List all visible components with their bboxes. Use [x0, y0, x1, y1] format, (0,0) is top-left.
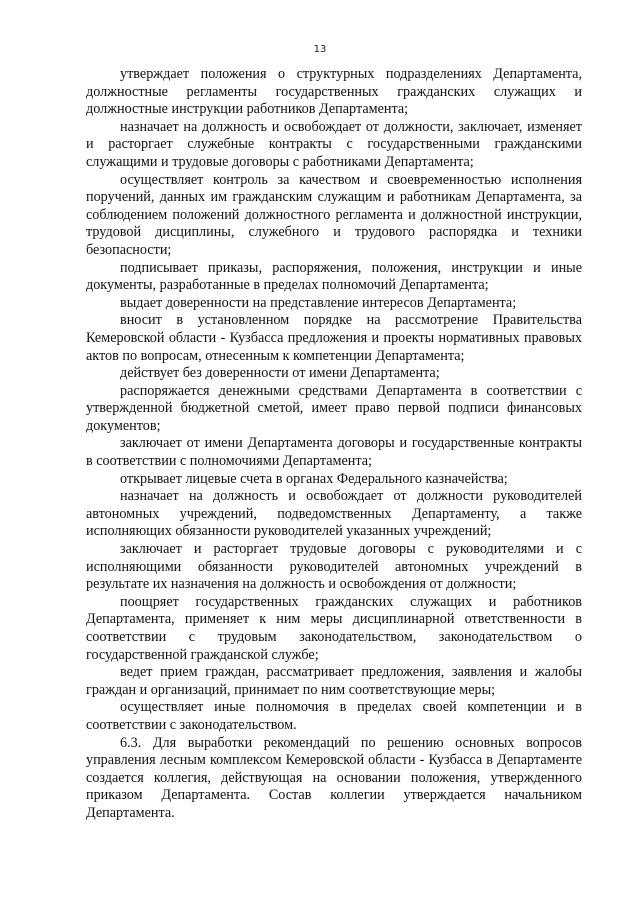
paragraph: заключает от имени Департамента договоры и государственные контракты в соответствии с полномочиями Департамента; [86, 435, 582, 470]
paragraph: назначает на должность и освобождает от должности, заключает, изменяет и расторгает служебные контракты с государственными гражданскими служащими и трудовые договоры с работниками Департамента; [86, 118, 582, 170]
paragraph: действует без доверенности от имени Департамента; [120, 365, 440, 382]
section-paragraph: 6.3. Для выработки рекомендаций по решению основных вопросов управления лесным комплексом Кемеровской области - Кузбасса в Департаменте создается коллегия, действующая на основании положения, утвержденного приказом Департамента. Состав коллегии утверждается начальником Департамента. [86, 734, 582, 821]
paragraph: утверждает положения о структурных подразделениях Департамента, должностные регламенты государственных гражданских служащих и должностные инструкции работников Департамента; [86, 66, 582, 118]
paragraph: назначает на должность и освобождает от должности руководителей автономных учреждений, подведомственных Департаменту, а также исполняющих обязанности руководителей указанных учреждений; [86, 488, 582, 540]
paragraph: осуществляет иные полномочия в пределах своей компетенции и в соответствии с законодательством. [86, 699, 582, 733]
paragraph: подписывает приказы, распоряжения, положения, инструкции и иные документы, разработанные в пределах полномочий Департамента; [86, 259, 582, 294]
paragraph: поощряет государственных гражданских служащих и работников Департамента, применяет к ним меры дисциплинарной ответственности в соответствии с трудовым законодательством, законодательством о государственной гражданской службе; [86, 593, 582, 663]
paragraph: заключает и расторгает трудовые договоры с руководителями и с исполняющими обязанности руководителей автономных учреждений в результате их назначения на должность и освобождения от должности; [86, 541, 582, 593]
paragraph: распоряжается денежными средствами Департамента в соответствии с утвержденной бюджетной сметой, имеет право первой подписи финансовых документов; [86, 382, 582, 434]
page-number: 13 [313, 44, 327, 55]
paragraph: осуществляет контроль за качеством и своевременностью исполнения поручений, данных им гражданским служащим и работникам Департамента, за соблюдением положений должностного регламента и должностной инструкции, трудовой дисциплины, служебного и трудового распорядка и техники безопасности; [86, 171, 582, 258]
paragraph: выдает доверенности на представление интересов Департамента; [120, 294, 517, 311]
paragraph: ведет прием граждан, рассматривает предложения, заявления и жалобы граждан и организаций, принимает по ним соответствующие меры; [86, 664, 582, 698]
paragraph: вносит в установленном порядке на рассмотрение Правительства Кемеровской области - Кузбасса предложения и проекты нормативных правовых актов по вопросам, отнесенным к компетенции Департамента; [86, 312, 582, 364]
document-body [86, 66, 582, 823]
paragraph: открывает лицевые счета в органах Федерального казначейства; [120, 470, 508, 487]
